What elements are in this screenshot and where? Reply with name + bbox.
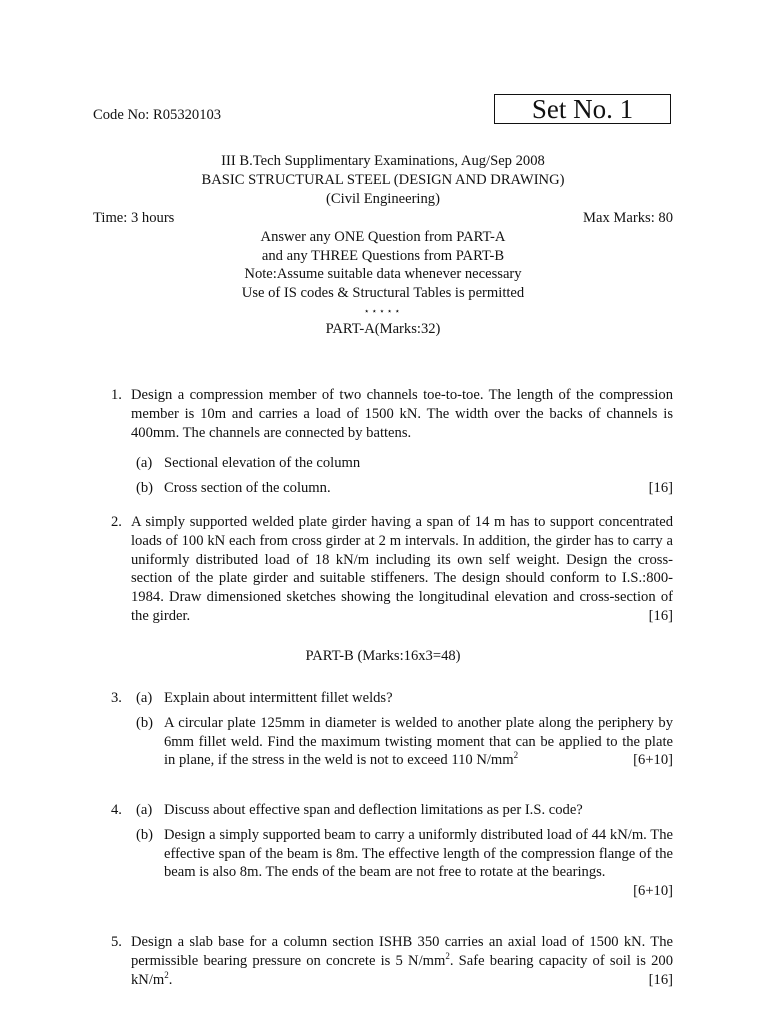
sub-question-text: Cross section of the column. — [164, 480, 331, 497]
superscript: 2 — [445, 950, 450, 961]
stars-divider: ⋆⋆⋆⋆⋆ — [363, 306, 403, 316]
part-a-heading: PART-A(Marks:32) — [325, 321, 441, 337]
sub-question-label: (a) — [136, 690, 153, 706]
sub-question-text: Explain about intermittent fillet welds? — [164, 690, 393, 706]
sub-question-b — [131, 479, 673, 498]
superscript: 2 — [513, 750, 519, 761]
question-number: 3. — [111, 690, 122, 706]
marks-label: [6+10] — [633, 752, 673, 769]
question-1 — [93, 386, 673, 498]
question-text: Design a compression member of two channels toe-to-toe. The length of the compression member is 10m and carries a load of 1500 kN. The width over the backs of channels is 400mm. The channels are connected by battens. — [131, 387, 673, 441]
question-number: 2. — [111, 514, 122, 530]
sub-question-text: A circular plate 125mm in diameter is welded to another plate along the periphery by 6mm fillet weld. Find the maximum twisting moment that can be applied to the plate in plane, if the stress in the weld is not to exceed 110 N/mm — [164, 714, 673, 769]
sub-question-label: (b) — [136, 480, 154, 497]
set-number-box: Set No. 1 — [494, 94, 671, 124]
sub-question-label: (b) — [136, 826, 154, 843]
question-text — [131, 933, 673, 989]
instruction-line: Use of IS codes & Structural Tables is permitted — [241, 285, 525, 301]
marks-label: [16] — [648, 971, 673, 988]
sub-question-label: (a) — [136, 802, 153, 818]
marks-label: [6+10] — [633, 883, 673, 900]
sub-question-text: Sectional elevation of the column — [164, 455, 361, 472]
instruction-line: and any THREE Questions from PART-B — [261, 248, 505, 264]
question-body: . — [168, 971, 173, 988]
max-marks-label: Max Marks: 80 — [583, 210, 673, 226]
sub-question-a — [131, 801, 673, 820]
question-body: Design a slab base for a column section ISHB 350 carries an axial load of 1500 kN. The permissible bearing pressure on concrete is 5 N/mm — [131, 934, 673, 969]
marks-row — [164, 882, 673, 901]
sub-question-text: Discuss about effective span and deflection limitations as per I.S. code? — [164, 802, 583, 818]
question-5 — [93, 933, 673, 989]
sub-question-label: (a) — [136, 455, 153, 472]
instruction-line: Note:Assume suitable data whenever necessary — [244, 266, 522, 282]
subject-title: BASIC STRUCTURAL STEEL (DESIGN AND DRAWING) — [201, 172, 565, 188]
sub-question-b — [131, 714, 673, 770]
part-b-heading: PART-B (Marks:16x3=48) — [305, 648, 461, 664]
sub-question-b — [131, 826, 673, 901]
sub-question-text: Design a simply supported beam to carry a uniformly distributed load of 44 kN/m. The effective span of the beam is 8m. The effective length of the compression flange of the beam is also 8m. The ends of the beam are not free to rotate at the bearings. — [164, 826, 673, 881]
exam-title: III B.Tech Supplimentary Examinations, Aug/Sep 2008 — [221, 153, 545, 169]
question-4 — [93, 801, 673, 901]
question-2 — [93, 513, 673, 626]
instruction-line: Answer any ONE Question from PART-A — [260, 229, 506, 245]
question-number: 4. — [111, 802, 122, 818]
question-text — [131, 513, 673, 626]
sub-question-label: (b) — [136, 714, 154, 731]
question-number: 1. — [111, 387, 122, 403]
marks-label: [16] — [648, 480, 673, 497]
branch-title: (Civil Engineering) — [326, 191, 440, 207]
superscript: 2 — [164, 969, 169, 980]
sub-question-a — [131, 454, 673, 473]
question-3 — [93, 689, 673, 770]
question-body: A simply supported welded plate girder having a span of 14 m has to support concentrated loads of 100 kN each from cross girder at 2 m intervals. In addition, the girder has to carry a uniformly distributed load of 18 kN/m including its own self weight. Design the cross-section of the plate girder and suitable stiffeners. The design should conform to I.S.:800-1984. Draw dimensioned sketches showing the longitudinal elevation and cross-section of the girder. — [131, 514, 673, 624]
question-body: . Safe bearing capacity of soil is 200 kN/m — [131, 952, 673, 988]
marks-label: [16] — [648, 607, 673, 624]
sub-question-a — [131, 689, 673, 708]
time-label: Time: 3 hours — [93, 210, 175, 226]
question-number: 5. — [111, 934, 122, 950]
code-number: Code No: R05320103 — [93, 107, 222, 123]
